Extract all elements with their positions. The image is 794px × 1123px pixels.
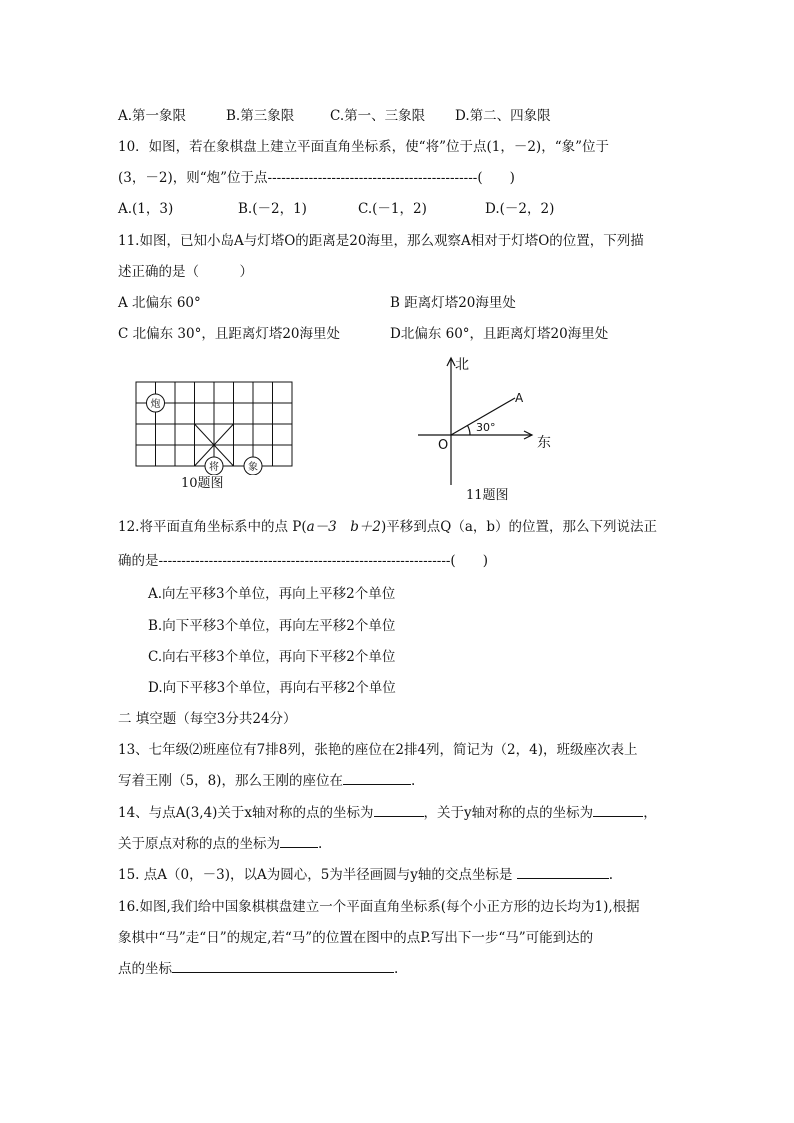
north-label: 北 bbox=[455, 357, 469, 373]
q11-line-2: 述正确的是（ ） bbox=[118, 264, 253, 280]
piece-pao-label: 炮 bbox=[150, 399, 161, 410]
q12-option-d: D.向下平移3个单位，再向右平移2个单位 bbox=[148, 680, 396, 696]
q11-option-d: D北偏东 60°，且距离灯塔20海里处 bbox=[390, 326, 609, 342]
q14-blank-origin[interactable] bbox=[280, 833, 318, 848]
piece-xiang bbox=[244, 457, 262, 475]
q16-line-3 bbox=[118, 957, 398, 977]
q16-answer-blank[interactable] bbox=[172, 958, 394, 973]
q15-answer-blank[interactable] bbox=[517, 864, 609, 879]
q14-text-2: 关于原点对称的点的坐标为 bbox=[118, 836, 280, 852]
q9-option-c: C.第一、三象限 bbox=[330, 108, 426, 124]
piece-jiang-label: 将 bbox=[209, 462, 219, 473]
q16-line-2: 象棋中“马”走“日”的规定,若“马”的位置在图中的点P.写出下一步“马”可能到达的 bbox=[118, 930, 594, 946]
q11-option-b: B 距离灯塔20海里处 bbox=[390, 295, 516, 311]
angle-arc bbox=[468, 426, 471, 436]
q15-line bbox=[118, 863, 613, 883]
q10-option-a: A.(1，3) bbox=[118, 201, 174, 217]
q16-end: . bbox=[394, 961, 399, 977]
q12-line-1 bbox=[118, 515, 657, 535]
q9-option-d: D.第二、四象限 bbox=[455, 108, 551, 124]
fig10-caption: 10题图 bbox=[181, 476, 224, 491]
piece-xiang-label: 象 bbox=[248, 462, 258, 473]
q10-line-1: 10．如图，若在象棋盘上建立平面直角坐标系，使“将”位于点(1，－2)，“象”位于 bbox=[118, 139, 609, 155]
q13-text: 写着王刚（5，8)，那么王刚的座位在 bbox=[118, 773, 343, 789]
q10-option-c: C.(－1，2) bbox=[358, 201, 427, 217]
q10-option-b: B.(－2，1) bbox=[238, 201, 307, 217]
q14-line-1 bbox=[118, 801, 657, 821]
q11-option-a: A 北偏东 60° bbox=[118, 295, 201, 311]
q14-line-2 bbox=[118, 832, 322, 852]
q9-option-b: B.第三象限 bbox=[226, 108, 295, 124]
q14-part-2: ，关于y轴对称的点的坐标为 bbox=[423, 805, 594, 821]
q12-option-c: C.向右平移3个单位，再向下平移2个单位 bbox=[148, 649, 396, 665]
q12-expression: a－3 b＋2 bbox=[306, 519, 381, 535]
q15-text: 15. 点A（0，－3)，以A为圆心，5为半径画圆与y轴的交点坐标是 bbox=[118, 867, 517, 883]
piece-pao bbox=[147, 394, 165, 412]
q12-option-a: A.向左平移3个单位，再向上平移2个单位 bbox=[148, 586, 396, 602]
q15-end: . bbox=[608, 867, 614, 883]
origin-label: O bbox=[438, 438, 449, 453]
q11-option-c: C 北偏东 30°，且距离灯塔20海里处 bbox=[118, 326, 341, 342]
fig10-chessboard bbox=[130, 375, 300, 475]
q14-part-1: 14、与点A(3,4)关于x轴对称的点的坐标为 bbox=[118, 805, 374, 821]
angle-label: 30° bbox=[476, 421, 496, 434]
q14-part-3: ， bbox=[643, 805, 657, 821]
q14-end: . bbox=[318, 836, 323, 852]
q13-line-2 bbox=[118, 769, 415, 789]
q12-line-2: 确的是----------------------------------------------------------------( ) bbox=[118, 553, 488, 569]
q13-line-1: 13、七年级⑵班座位有7排8列，张艳的座位在2排4列，简记为（2，4)，班级座次表上 bbox=[118, 742, 638, 758]
fig11-caption: 11题图 bbox=[466, 488, 509, 503]
q13-answer-blank[interactable] bbox=[343, 770, 411, 785]
q14-blank-y[interactable] bbox=[593, 802, 643, 817]
q12-prefix: 12.将平面直角坐标系中的点 P( bbox=[118, 519, 307, 535]
east-label: 东 bbox=[537, 435, 551, 451]
q10-line-2: (3，－2)，则“炮”位于点----------------------------------------------( ) bbox=[118, 170, 515, 186]
q12-suffix: )平移到点Q（a，b）的位置，那么下列说法正 bbox=[381, 519, 658, 535]
q14-blank-x[interactable] bbox=[374, 802, 424, 817]
q9-option-a: A.第一象限 bbox=[118, 108, 187, 124]
q16-text: 点的坐标 bbox=[118, 961, 172, 977]
point-a-label: A bbox=[515, 391, 524, 405]
fig11-direction-diagram bbox=[410, 350, 560, 500]
q11-line-1: 11.如图，已知小岛A与灯塔O的距离是20海里，那么观察A相对于灯塔O的位置，下列描 bbox=[118, 233, 644, 249]
q13-end: . bbox=[410, 773, 416, 789]
section-heading: 二 填空题（每空3分共24分） bbox=[118, 711, 297, 727]
q16-line-1: 16.如图,我们给中国象棋棋盘建立一个平面直角坐标系(每个小正方形的边长均为1),根据 bbox=[118, 899, 640, 915]
q12-option-b: B.向下平移3个单位，再向左平移2个单位 bbox=[148, 618, 396, 634]
q10-option-d: D.(－2，2) bbox=[485, 201, 555, 217]
